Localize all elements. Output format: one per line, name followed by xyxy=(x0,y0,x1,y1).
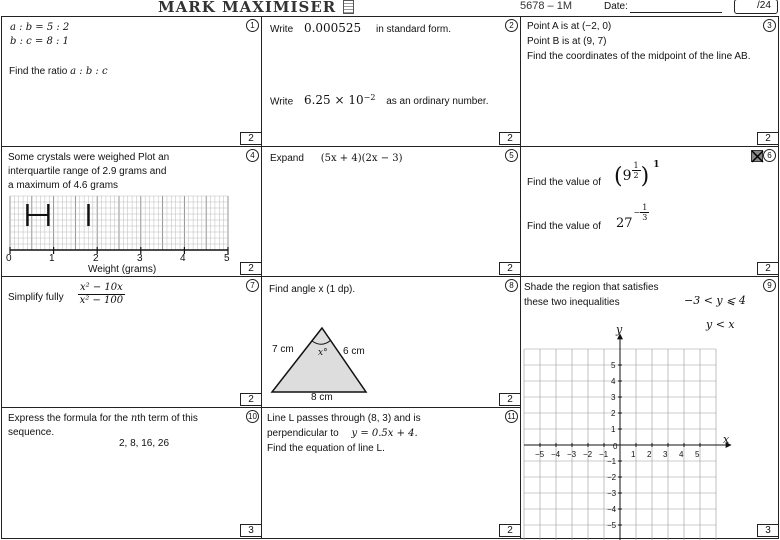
q3-line-3: Find the coordinates of the midpoint of the line AB. xyxy=(527,51,751,62)
q10-line-2: sequence. xyxy=(8,427,55,438)
x-tick-label: −5 xyxy=(535,450,545,459)
marks-box: 2 xyxy=(499,132,521,145)
marks-box: 2 xyxy=(240,393,262,406)
question-number: 9 xyxy=(763,279,776,292)
x-tick-label: −3 xyxy=(567,450,577,459)
question-number: 1 xyxy=(246,19,259,32)
x-tick-label: 4 xyxy=(679,450,684,459)
q3-line-1: Point A is at (−2, 0) xyxy=(527,21,612,32)
marks-box: 2 xyxy=(757,132,779,145)
x-tick-label: −1 xyxy=(599,450,609,459)
x-axis-label: x xyxy=(723,433,730,446)
q9-line-2: these two inequalities xyxy=(524,297,620,308)
q3-line-2: Point B is at (9, 7) xyxy=(527,36,607,47)
page-title: MARK MAXIMISER xyxy=(158,0,337,16)
paper-code: 5678 – 1M xyxy=(520,0,572,12)
x-tick-label: 1 xyxy=(631,450,636,459)
marks-box: 2 xyxy=(757,262,779,275)
y-tick-label: −5 xyxy=(607,521,617,530)
axis-tick: 1 xyxy=(49,253,55,264)
marks-box: 3 xyxy=(757,524,779,537)
y-tick-label: 4 xyxy=(611,377,616,386)
x-tick-label: −2 xyxy=(583,450,593,459)
q5-prompt: Expand (5x + 4)(2x − 3) xyxy=(270,153,403,164)
triangle-shape xyxy=(272,328,366,392)
q6-expression-1: (9 $\frac{1}{2}$ ) 1 xyxy=(614,160,660,189)
x-tick-label: −4 xyxy=(551,450,561,459)
x-tick-label: 5 xyxy=(695,450,700,459)
inequality-1: −3 < y ⩽ 4 xyxy=(684,294,746,307)
q10-line-1: Express the formula for the nth term of this xyxy=(8,413,198,424)
calculator-icon xyxy=(343,0,354,14)
box-plot-grid[interactable] xyxy=(0,196,240,266)
question-number: 8 xyxy=(505,279,518,292)
y-tick-label: 5 xyxy=(611,361,616,370)
sequence: 2, 8, 16, 26 xyxy=(119,438,170,449)
q11-line-1: Line L passes through (8, 3) and is xyxy=(267,413,421,424)
coordinate-grid[interactable] xyxy=(524,335,724,540)
q7-prompt: Simplify fully xyxy=(8,292,64,303)
marks-box: 2 xyxy=(240,132,262,145)
y-tick-label: −3 xyxy=(607,489,617,498)
question-number: 10 xyxy=(246,410,259,423)
marks-box: 2 xyxy=(499,393,521,406)
axis-tick: 5 xyxy=(224,253,230,264)
axis-tick: 2 xyxy=(93,253,99,264)
question-number: 4 xyxy=(246,149,259,162)
axis-tick: 4 xyxy=(180,253,186,264)
triangle-diagram xyxy=(268,326,388,396)
no-calculator-icon xyxy=(751,150,763,162)
q6-prompt-2: Find the value of xyxy=(527,221,601,232)
y-tick-label: 3 xyxy=(611,393,616,402)
q7-fraction: $\frac{\text{x² − 10x}}{\text{x² − 100}}$ xyxy=(79,282,124,306)
q6-prompt-1: Find the value of xyxy=(527,177,601,188)
origin-label: 0 xyxy=(613,442,618,451)
q9-line-1: Shade the region that satisfies xyxy=(524,282,659,293)
q2-part2: Write $6.25 \times 10^{-2}$ as an ordinary number. xyxy=(270,93,489,108)
y-tick-label: −4 xyxy=(607,505,617,514)
question-number: 5 xyxy=(505,149,518,162)
question-number: 11 xyxy=(505,410,518,423)
score-total: /24 xyxy=(734,0,778,14)
y-tick-label: 2 xyxy=(611,409,616,418)
angle-label: x° xyxy=(318,348,328,358)
marks-box: 2 xyxy=(499,524,521,537)
y-axis-label: y xyxy=(616,323,623,336)
question-number: 6 xyxy=(763,149,776,162)
side-label-right: 6 cm xyxy=(343,346,365,357)
x-tick-label: 2 xyxy=(647,450,652,459)
side-label-bottom: 8 cm xyxy=(311,392,333,403)
question-number: 3 xyxy=(763,19,776,32)
marks-box: 2 xyxy=(240,262,262,275)
q8-prompt: Find angle x (1 dp). xyxy=(269,284,356,295)
y-tick-label: 1 xyxy=(611,425,616,434)
ratio-line-1: a : b = 5 : 2 xyxy=(10,22,70,33)
marks-box: 3 xyxy=(240,524,262,537)
side-label-left: 7 cm xyxy=(272,344,294,355)
q1-prompt: Find the ratio a : b : c xyxy=(9,66,108,77)
question-number: 2 xyxy=(505,19,518,32)
y-tick-label: −1 xyxy=(607,457,617,466)
axis-label: Weight (grams) xyxy=(88,264,157,275)
q6-expression-2: 27− $\frac{1}{3}$ xyxy=(616,203,648,232)
q4-line-1: Some crystals were weighed Plot an xyxy=(8,152,170,163)
y-tick-label: −2 xyxy=(607,473,617,482)
axis-tick: 0 xyxy=(6,253,12,264)
axis-tick: 3 xyxy=(137,253,143,264)
q11-line-2: perpendicular to y = 0.5x + 4. xyxy=(267,428,418,439)
q11-line-3: Find the equation of line L. xyxy=(267,443,385,454)
inequality-2: y < x xyxy=(706,318,735,331)
q2-part1: Write 0.000525 in standard form. xyxy=(270,21,452,35)
ratio-line-2: b : c = 8 : 1 xyxy=(10,36,69,47)
marks-box: 2 xyxy=(499,262,521,275)
q4-line-2: interquartile range of 2.9 grams and xyxy=(8,166,167,177)
date-field[interactable] xyxy=(630,12,722,13)
x-tick-label: 3 xyxy=(663,450,668,459)
q4-line-3: a maximum of 4.6 grams xyxy=(8,180,119,191)
question-number: 7 xyxy=(246,279,259,292)
question-cell-5 xyxy=(261,146,521,277)
date-label: Date: xyxy=(604,1,628,12)
